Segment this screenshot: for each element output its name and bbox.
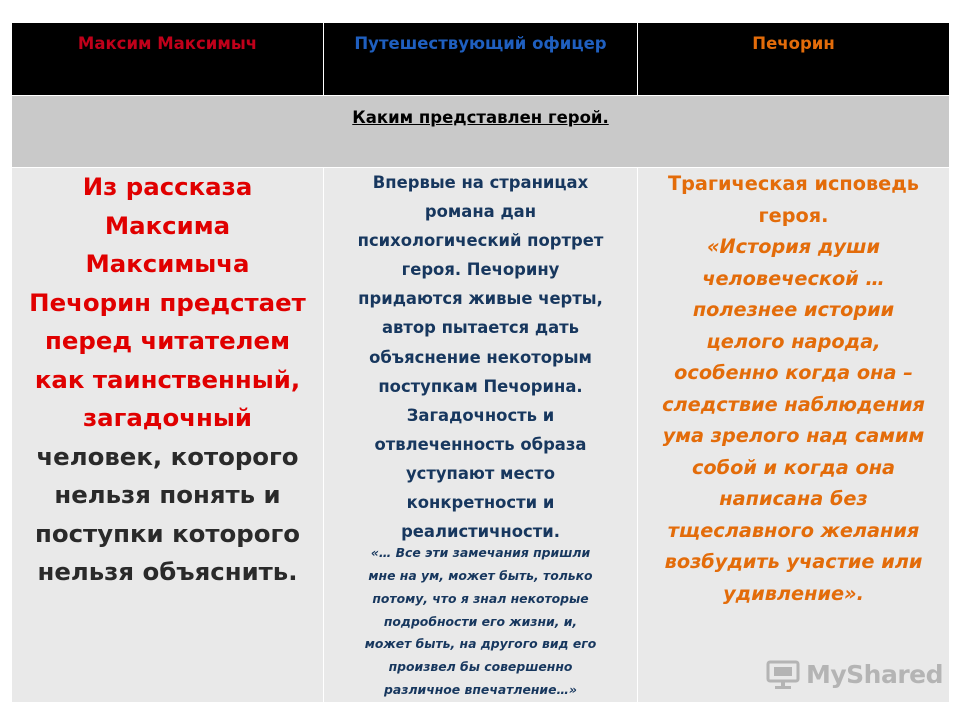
watermark-text: MyShared <box>806 659 944 689</box>
pechorin-quote-line: возбудить участие или <box>664 550 923 573</box>
officer-text-line: автор пытается дать <box>381 318 580 338</box>
maxim-text-line: загадочный <box>82 403 253 432</box>
header-travelling-officer: Путешествующий офицер <box>324 23 638 96</box>
myshared-watermark <box>766 656 943 692</box>
officer-text-line: конкретности и <box>406 493 555 513</box>
officer-quote-line: мне на ум, может быть, только <box>368 568 593 584</box>
officer-text-line: придаются живые черты, <box>358 289 603 309</box>
subheader-cell <box>12 96 950 168</box>
pechorin-quote-line: целого народа, <box>706 329 881 353</box>
officer-quote-line: различное впечатление…» <box>384 682 577 697</box>
pechorin-text-line: героя. <box>758 203 829 227</box>
officer-description <box>324 168 637 546</box>
pechorin-quote-line: человеческой … <box>702 266 885 290</box>
presentation-icon <box>766 659 800 689</box>
pechorin-quote-line: ума зрелого над самим <box>662 424 925 447</box>
maxim-text-line: Печорин предстает <box>29 287 306 317</box>
maxim-text-line: Максима <box>104 210 231 240</box>
officer-text-line: уступают место <box>405 463 556 483</box>
pechorin-quote-line: собой и когда она <box>691 455 896 479</box>
maxim-text-line: как таинственный, <box>34 364 301 394</box>
content-row <box>12 168 950 703</box>
pechorin-quote-line: следствие наблюдения <box>662 392 925 416</box>
maxim-text-line: поступки которого <box>34 518 300 548</box>
travelling-officer-cell <box>324 168 638 703</box>
pechorin-quote-line: особенно когда она – <box>674 361 913 384</box>
officer-text-line: отвлеченность образа <box>374 434 587 454</box>
maxim-text-line: Максимыча <box>85 249 250 278</box>
officer-text-line: героя. Печорину <box>401 260 560 280</box>
comparison-table <box>11 22 950 703</box>
officer-quote <box>324 538 637 702</box>
officer-text-line: Впервые на страницах <box>372 173 589 192</box>
maxim-text-line: Из рассказа <box>82 172 253 201</box>
officer-text-line: Загадочность и <box>406 405 555 425</box>
pechorin-text-line: Трагическая исповедь <box>667 172 920 195</box>
pechorin-quote <box>638 231 949 609</box>
officer-text-line: реалистичности. <box>401 522 560 542</box>
officer-text-line: романа дан <box>424 202 537 222</box>
subheader-title: Каким представлен герой. <box>352 108 609 127</box>
maxim-maximych-cell <box>12 168 324 703</box>
maxim-text-line: нельзя объяснить. <box>37 557 298 586</box>
header-maxim-maximych: Максим Максимыч <box>12 23 324 96</box>
pechorin-quote-line: написана без <box>719 487 868 510</box>
officer-text-line: психологический портрет <box>357 231 604 251</box>
officer-quote-line: потому, что я знал некоторые <box>372 590 589 606</box>
maxim-text-line: нельзя понять и <box>54 480 281 509</box>
pechorin-quote-line: полезнее истории <box>692 298 895 321</box>
officer-quote-line: «… Все эти замечания пришли <box>370 545 591 561</box>
pechorin-quote-line: удивление». <box>723 581 864 605</box>
maxim-text-line: перед читателем <box>44 326 291 355</box>
header-pechorin: Печорин <box>638 23 950 96</box>
officer-quote-line: подробности его жизни, и, <box>383 613 578 629</box>
officer-quote-line: может быть, на другого вид его <box>364 636 597 652</box>
pechorin-description <box>638 168 949 231</box>
pechorin-quote-line: тщеславного желания <box>667 518 920 542</box>
officer-text-line: объяснение некоторым <box>369 347 592 367</box>
pechorin-quote-line: «История души <box>706 235 881 258</box>
subheader-row <box>12 96 950 168</box>
header-row <box>12 23 950 96</box>
officer-quote-line: произвел бы совершенно <box>388 659 573 675</box>
pechorin-cell <box>638 168 950 703</box>
maxim-text-line: человек, которого <box>36 441 299 471</box>
officer-text-line: поступкам Печорина. <box>378 376 583 396</box>
